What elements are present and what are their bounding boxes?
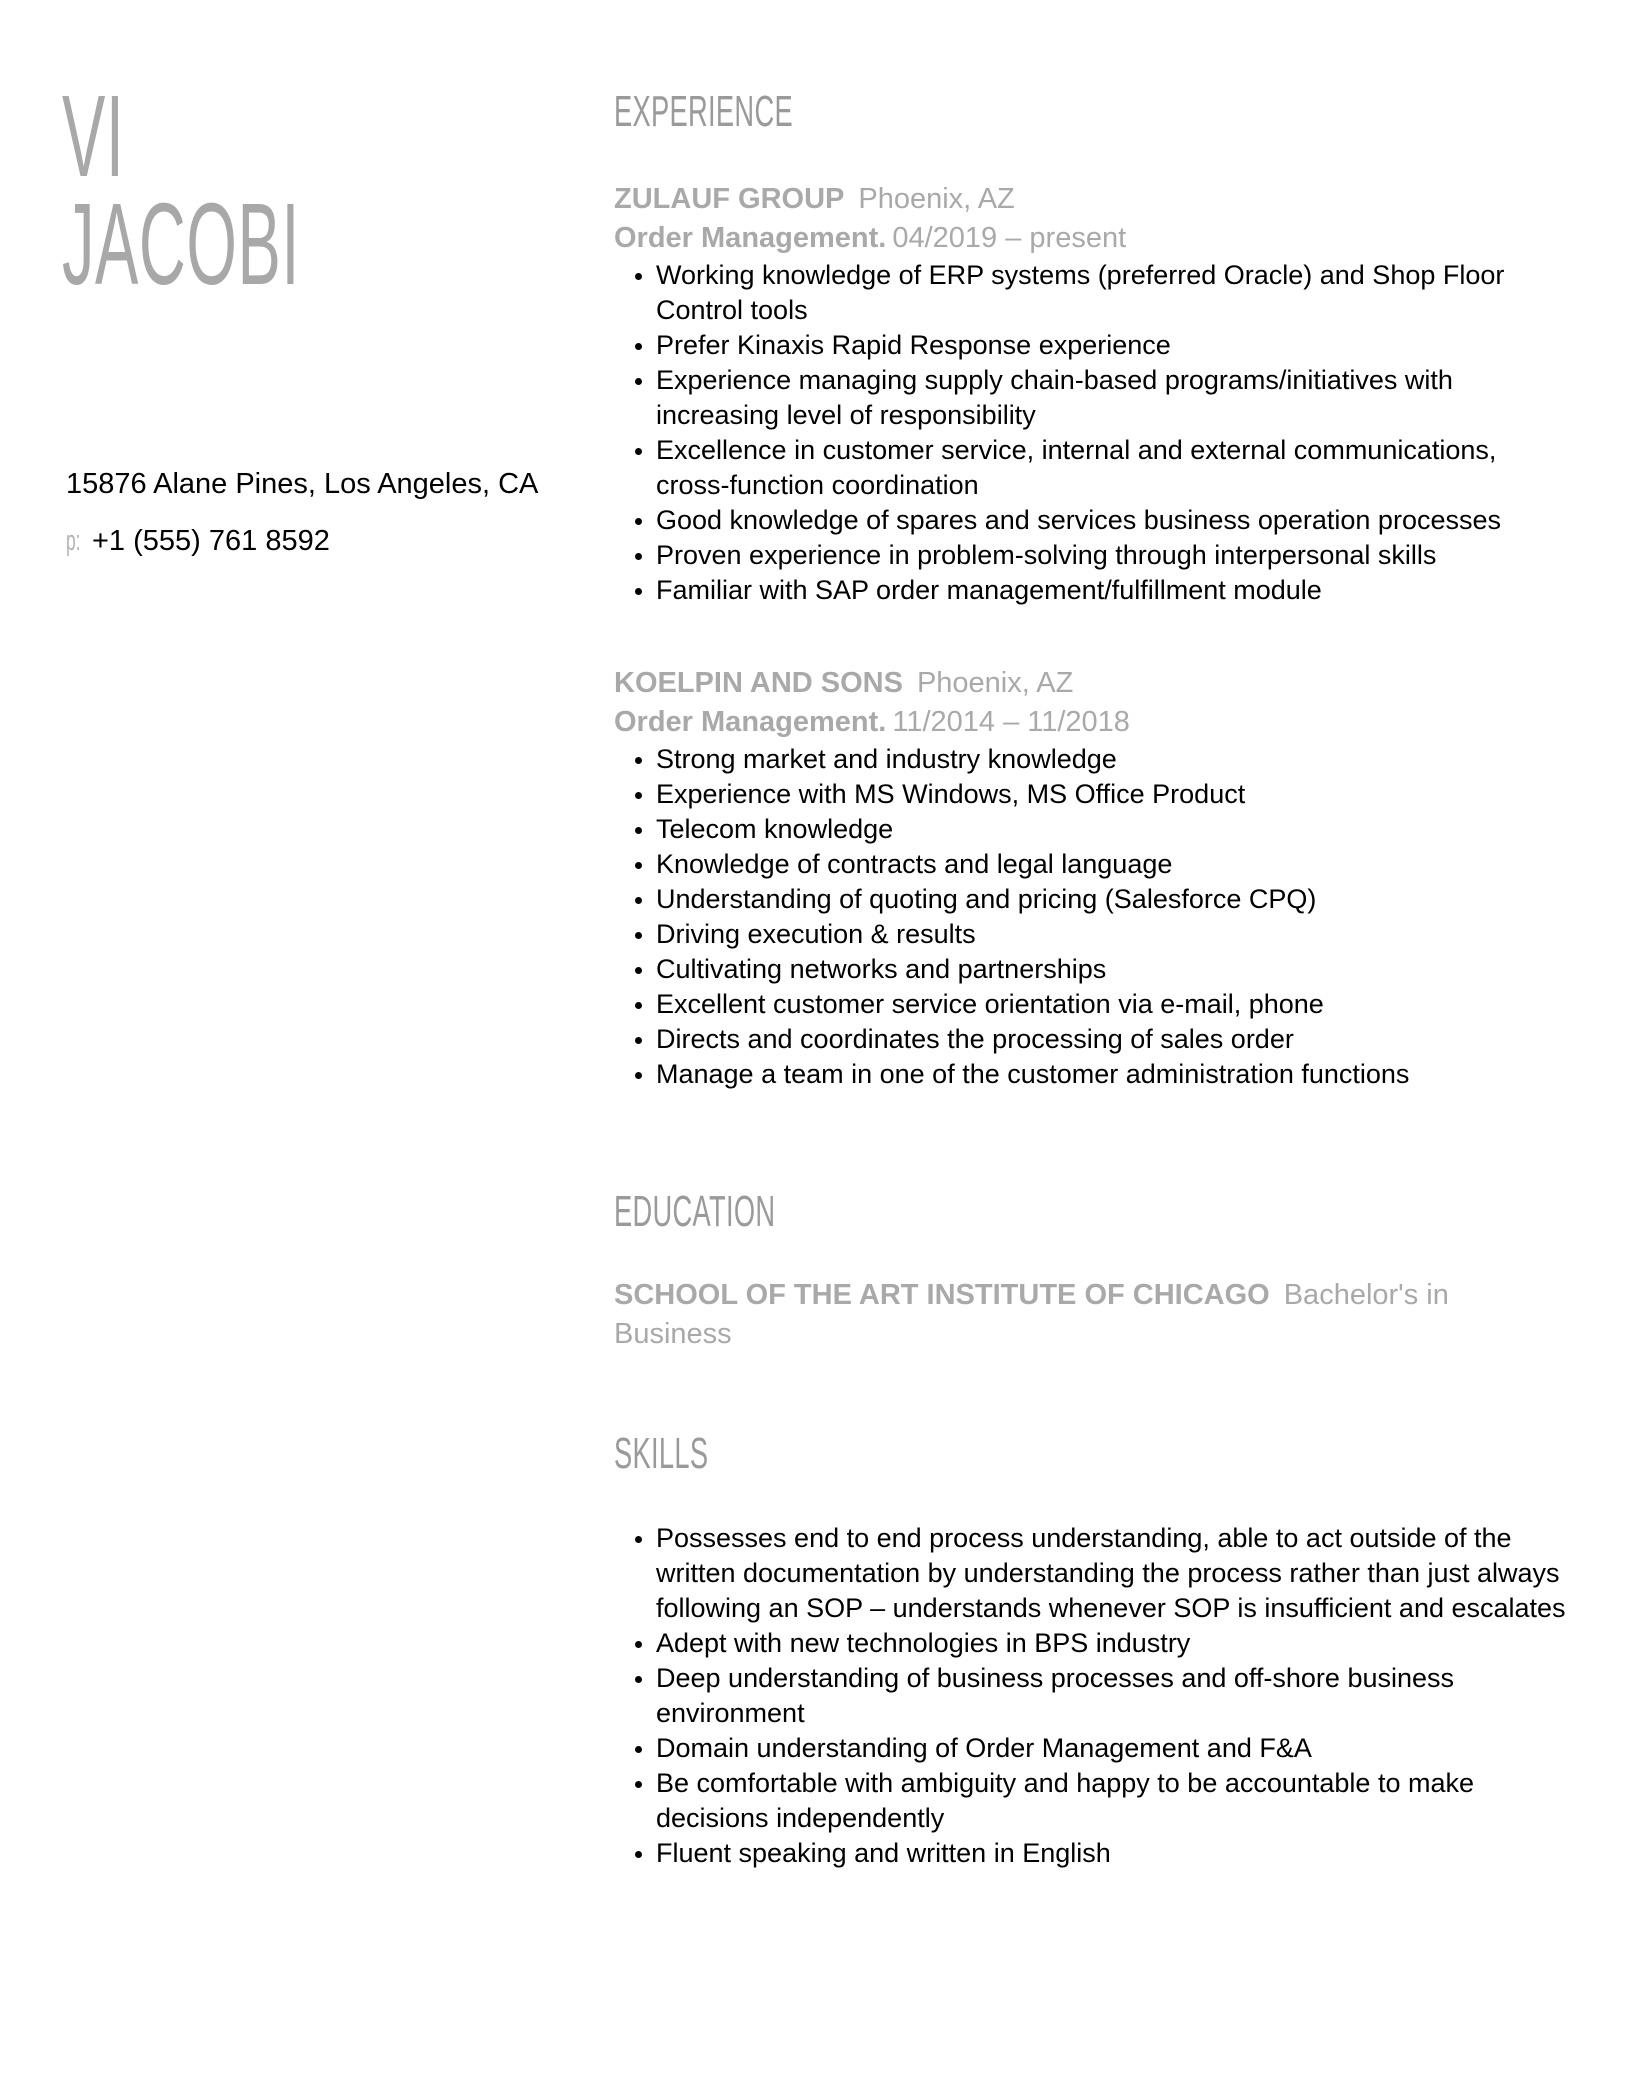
list-item: Proven experience in problem-solving through interpersonal skills bbox=[614, 538, 1574, 573]
job-dates: 11/2014 – 11/2018 bbox=[892, 706, 1130, 738]
job-dates: 04/2019 – present bbox=[892, 222, 1127, 254]
list-item: Working knowledge of ERP systems (preferred Oracle) and Shop Floor Control tools bbox=[614, 258, 1574, 328]
list-item: Directs and coordinates the processing of sales order bbox=[614, 1022, 1574, 1057]
list-item: Driving execution & results bbox=[614, 917, 1574, 952]
list-item: Excellent customer service orientation via e-mail, phone bbox=[614, 987, 1574, 1022]
skills-entry bbox=[614, 1521, 1574, 1871]
list-item: Adept with new technologies in BPS industry bbox=[614, 1626, 1574, 1661]
job-company-row bbox=[614, 664, 1574, 703]
contact-info bbox=[66, 464, 586, 561]
last-name: JACOBI bbox=[62, 179, 300, 309]
job-location: Phoenix, AZ bbox=[916, 667, 1074, 699]
job-title-row bbox=[614, 219, 1574, 258]
list-item: Strong market and industry knowledge bbox=[614, 742, 1574, 777]
list-item: Possesses end to end process understanding, able to act outside of the written documentation by understanding the process rather than just always following an SOP – understands whenever SOP is insufficient and escalates bbox=[614, 1521, 1574, 1626]
list-item: Telecom knowledge bbox=[614, 812, 1574, 847]
phone-number: +1 (555) 761 8592 bbox=[92, 525, 330, 557]
list-item: Prefer Kinaxis Rapid Response experience bbox=[614, 328, 1574, 363]
list-item: Good knowledge of spares and services business operation processes bbox=[614, 503, 1574, 538]
job-entry-koelpin bbox=[614, 664, 1574, 1092]
list-item: Experience managing supply chain-based programs/initiatives with increasing level of responsibility bbox=[614, 363, 1574, 433]
list-item: Domain understanding of Order Management and F&A bbox=[614, 1731, 1574, 1766]
address: 15876 Alane Pines, Los Angeles, CA bbox=[66, 468, 539, 500]
list-item: Knowledge of contracts and legal language bbox=[614, 847, 1574, 882]
list-item: Excellence in customer service, internal and external communications, cross-function coordination bbox=[614, 433, 1574, 503]
job-company-row bbox=[614, 180, 1574, 219]
list-item: Cultivating networks and partnerships bbox=[614, 952, 1574, 987]
job-bullets bbox=[614, 742, 1574, 1092]
list-item: Familiar with SAP order management/fulfillment module bbox=[614, 573, 1574, 608]
phone-label: p: bbox=[66, 525, 81, 557]
skills-heading: SKILLS bbox=[614, 1429, 709, 1478]
first-name: VI bbox=[62, 71, 125, 201]
job-bullets bbox=[614, 258, 1574, 608]
experience-heading: EXPERIENCE bbox=[614, 87, 793, 136]
job-title: Order Management. bbox=[614, 222, 887, 254]
list-item: Fluent speaking and written in English bbox=[614, 1836, 1574, 1871]
phone-row bbox=[66, 521, 586, 561]
candidate-name bbox=[62, 71, 300, 309]
list-item: Experience with MS Windows, MS Office Product bbox=[614, 777, 1574, 812]
school-name: SCHOOL OF THE ART INSTITUTE OF CHICAGO bbox=[614, 1279, 1270, 1311]
list-item: Understanding of quoting and pricing (Salesforce CPQ) bbox=[614, 882, 1574, 917]
list-item: Manage a team in one of the customer administration functions bbox=[614, 1057, 1574, 1092]
education-heading: EDUCATION bbox=[614, 1187, 776, 1236]
job-location: Phoenix, AZ bbox=[858, 183, 1015, 215]
job-title-row bbox=[614, 703, 1574, 742]
job-entry-zulauf bbox=[614, 180, 1574, 608]
job-company: ZULAUF GROUP bbox=[614, 183, 845, 215]
list-item: Deep understanding of business processes and off-shore business environment bbox=[614, 1661, 1574, 1731]
list-item: Be comfortable with ambiguity and happy to be accountable to make decisions independently bbox=[614, 1766, 1574, 1836]
education-entry bbox=[614, 1276, 1514, 1354]
degree: Bachelor's in Business bbox=[614, 1279, 1449, 1350]
job-company: KOELPIN AND SONS bbox=[614, 667, 903, 699]
job-title: Order Management. bbox=[614, 706, 887, 738]
skills-bullets bbox=[614, 1521, 1574, 1871]
